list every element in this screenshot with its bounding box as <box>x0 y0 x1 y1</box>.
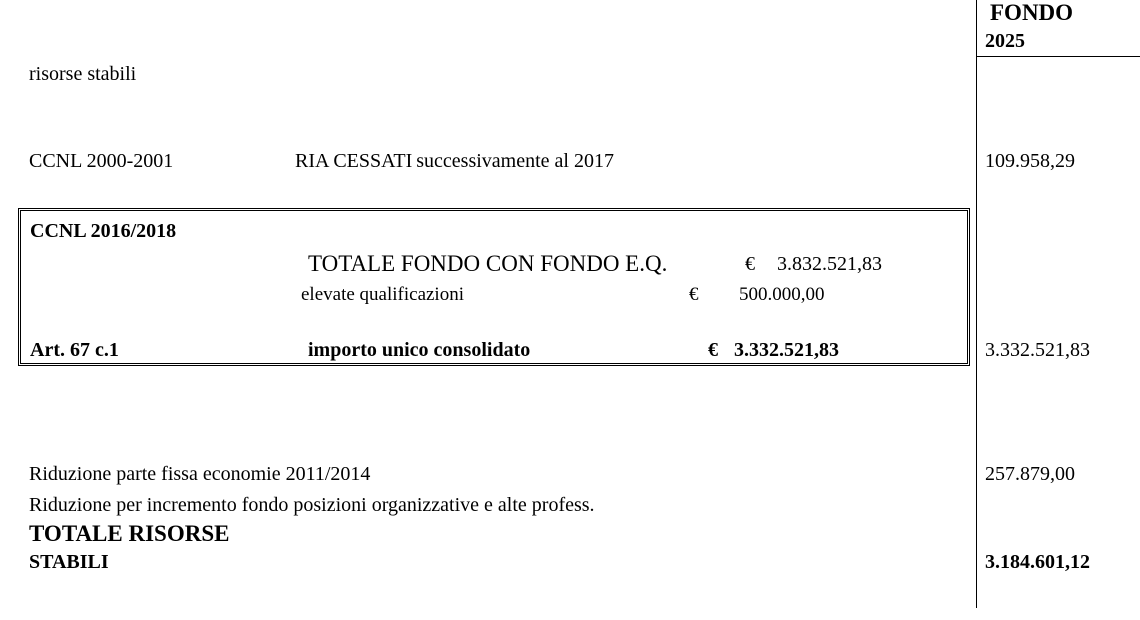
eq-currency: € <box>689 284 699 305</box>
ria-label-rest: successivamente al 2017 <box>416 150 614 172</box>
importo-value: 3.332.521,83 <box>734 339 839 361</box>
riduzione-fissa-label: Riduzione parte fissa economie 2011/2014 <box>29 463 371 485</box>
ccnl-box-title: CCNL 2016/2018 <box>30 220 177 242</box>
totale-fondo-label: TOTALE FONDO CON FONDO E.Q. <box>308 251 668 276</box>
eq-value: 500.000,00 <box>739 284 825 305</box>
header-rule <box>976 56 1140 57</box>
riduzione-fissa-value: 257.879,00 <box>985 463 1075 485</box>
totale-risorse-value: 3.184.601,12 <box>985 551 1090 573</box>
fondo-header-year: 2025 <box>985 30 1025 52</box>
ria-value: 109.958,29 <box>985 150 1075 172</box>
fondo-header-line1: FONDO <box>990 0 1074 25</box>
ria-label-caps: RIA CESSATI <box>295 150 413 172</box>
column-divider <box>976 0 977 608</box>
importo-currency: € <box>708 339 718 361</box>
ria-ccnl-label: CCNL 2000-2001 <box>29 150 174 172</box>
importo-right-value: 3.332.521,83 <box>985 339 1090 361</box>
totale-fondo-currency: € <box>745 253 755 275</box>
totale-risorse-line2: STABILI <box>29 551 109 573</box>
totale-risorse-line1: TOTALE RISORSE <box>29 521 230 546</box>
riduzione-po-label: Riduzione per incremento fondo posizioni organizzative e alte profess. <box>29 494 595 516</box>
totale-fondo-value: 3.832.521,83 <box>777 253 882 275</box>
eq-label: elevate qualificazioni <box>301 284 464 305</box>
art-67-label: Art. 67 c.1 <box>30 339 119 361</box>
importo-unico-label: importo unico consolidato <box>308 339 531 361</box>
ria-description <box>295 150 614 173</box>
section-title: risorse stabili <box>29 63 137 85</box>
